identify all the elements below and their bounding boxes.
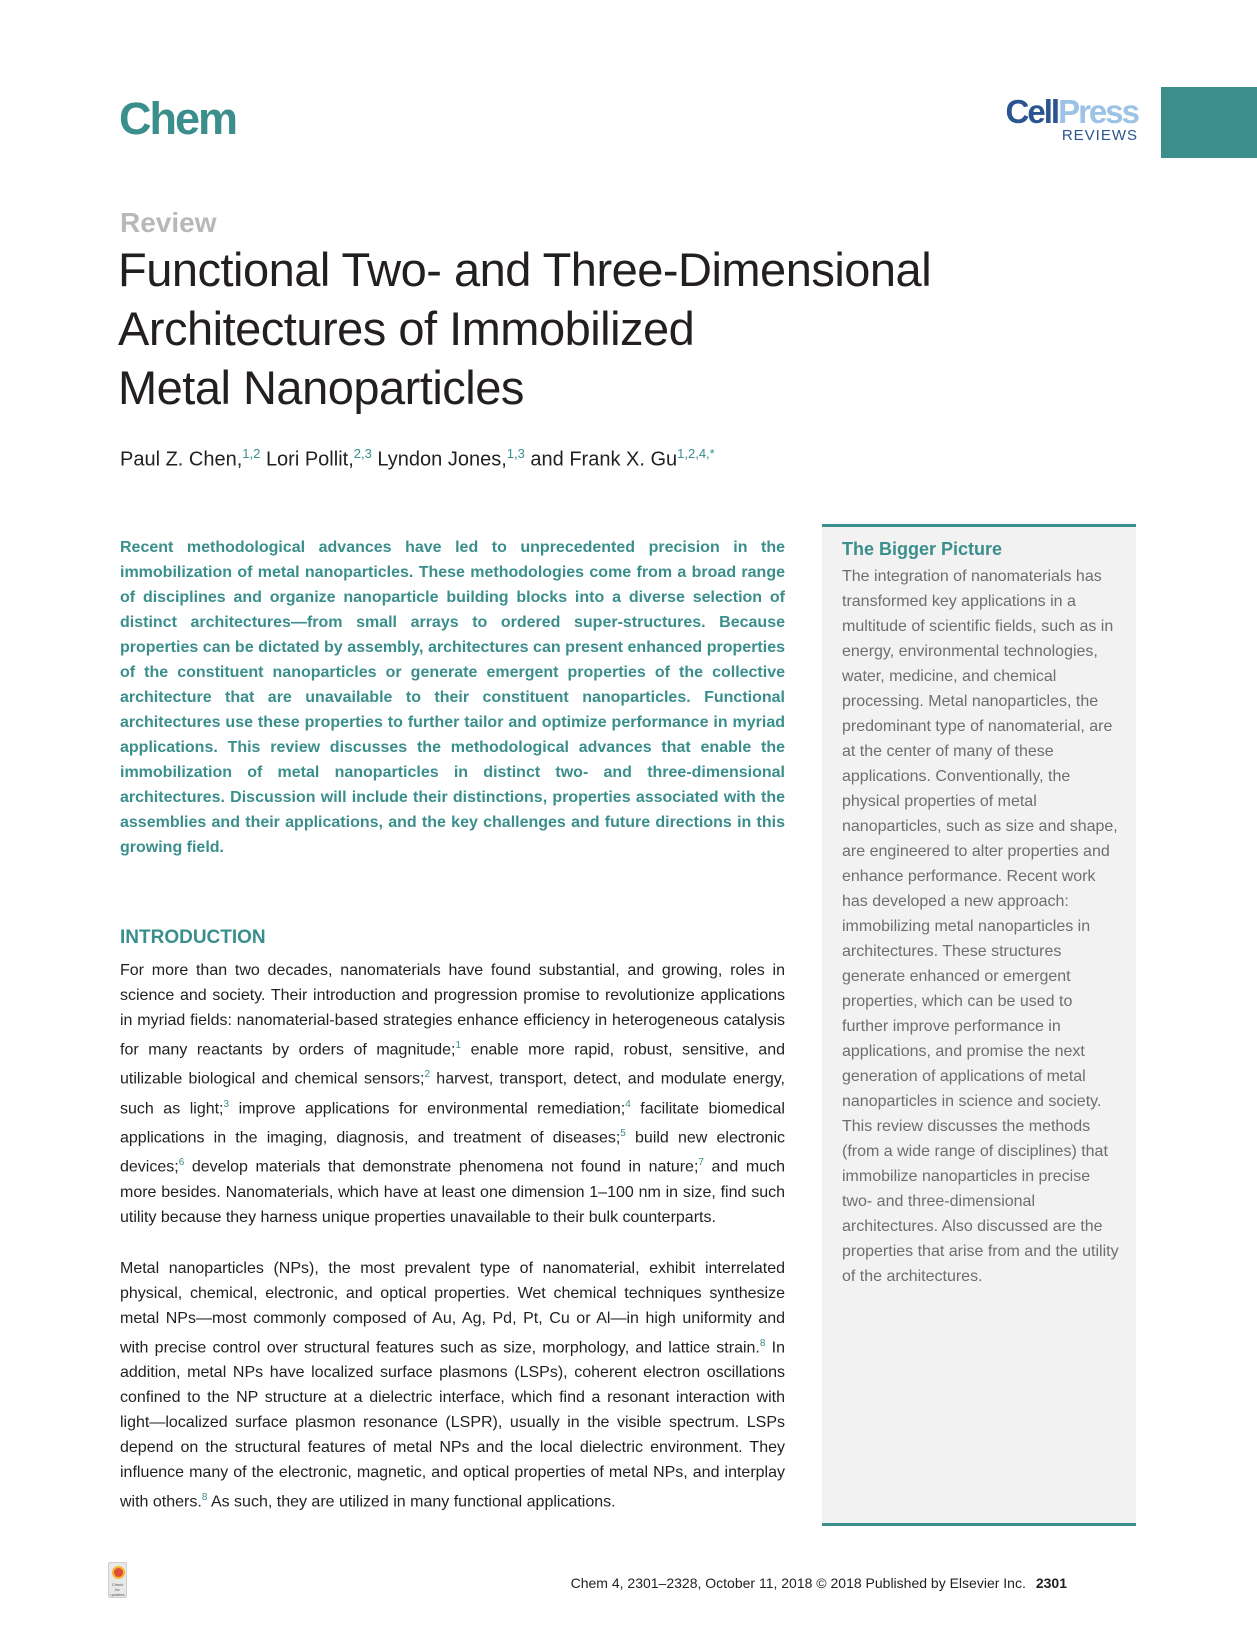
text-run: facilitate biomedical applications in the imaging, diagnosis, and treatment of diseases; [120,1099,785,1147]
article-title [118,240,1068,417]
journal-logo: Chem [119,93,237,144]
author-name: Lyndon Jones, [377,448,507,471]
text-run: In addition, metal NPs have localized surface plasmons (LSPs), coherent electron oscillations confined to the NP structure at a dielectric interface, which find a resonant interaction with light—localized surface plasmon resonance (LSPR), usually in the visible spectrum. LSPs depend on the structural features of metal NPs and the local dielectric environment. They influence many of the electronic, magnetic, and optical properties of metal NPs, and interplay with others. [120,1339,785,1511]
author-affiliation[interactable]: 1,2,4,* [677,446,715,461]
title-line: Functional Two- and Three-Dimensional [118,243,932,296]
text-run: develop materials that demonstrate phenomena not found in nature; [184,1158,699,1176]
author-affiliation[interactable]: 1,2 [242,446,261,461]
text-run: build new electronic devices; [120,1129,786,1176]
author-list [120,446,715,472]
publisher-sub: REVIEWS [1061,127,1138,144]
publisher-brand-cell: Cell [1005,93,1059,130]
title-line: Metal Nanoparticles [118,361,524,414]
publisher-brand-press: Press [1058,93,1138,130]
accent-tab [1161,87,1257,158]
text-run: Metal nanoparticles (NPs), the most prevalent type of nanomaterial, exhibit interrelated physical, chemical, electronic, and optical properties. Wet chemical techniques synthesize metal NPs—most commonly composed of Au, Ag, Pd, Pt, Cu or Al—in high uniformity and with precise control over structural features such as size, morphology, and lattice strain. [120,1260,785,1357]
text-run: improve applications for environmental remediation; [229,1099,626,1117]
citation-ref[interactable]: 2 [424,1069,431,1081]
author-name: and Frank X. Gu [530,448,678,471]
badge-label: Check for updates [110,1582,125,1597]
citation-ref[interactable]: 8 [759,1338,766,1349]
author-affiliation[interactable]: 2,3 [353,446,372,461]
bigger-picture-panel [822,524,1136,1526]
page-footer [330,1575,1067,1591]
section-heading-introduction: INTRODUCTION [120,927,266,948]
citation-ref[interactable]: 7 [698,1157,704,1169]
text-run: For more than two decades, nanomaterials have found substantial, and growing, roles in science and society. Their introduction and progression promise to revolutionize applications in myriad fields: nanomaterial-based strategies enhance efficiency in heterogeneous catalysis for many reactants by orders of magnitude; [120,962,785,1059]
text-run: harvest, transport, detect, and modulate energy, such as light; [120,1070,786,1117]
author-affiliation[interactable]: 1,3 [506,446,525,461]
citation-ref[interactable]: 3 [223,1098,230,1110]
bigger-picture-title: The Bigger Picture [842,539,1003,559]
intro-paragraph-1 [120,958,785,1230]
citation-ref[interactable]: 5 [620,1127,626,1139]
author-name: Lori Pollit, [265,448,354,471]
citation-ref[interactable]: 6 [178,1157,185,1169]
page-number: 2301 [1035,1575,1067,1591]
check-for-updates-badge[interactable] [108,1562,127,1598]
bigger-picture-text: The integration of nanomaterials has transformed key applications in a multitude of scientific fields, such as in energy, environmental technologies, water, medicine, and chemical processing. Metal nanoparticles, the predominant type of nanomaterial, are at the center of many of these applications. Conventionally, the physical properties of metal nanoparticles, such as size and shape, are engineered to alter properties and enhance performance. Recent work has developed a new approach: immobilizing metal nanoparticles in architectures. These structures generate enhanced or emergent properties, which can be used to further improve performance in applications, and promise the next generation of applications of metal nanoparticles in science and society. This review discusses the methods (from a wide range of disciplines) that immobilize nanoparticles in precise two- and three-dimensional architectures. Also discussed are the properties that arise from and the utility of the architectures. [842,568,1119,1285]
citation-ref[interactable]: 1 [455,1040,462,1051]
text-run: and much more besides. Nanomaterials, which have at least one dimension 1–100 nm in size, find such utility because they harness unique properties unavailable to their bulk counterparts. [120,1158,785,1226]
intro-paragraph-2 [120,1256,785,1515]
publisher-logo [988,95,1138,143]
text-run: enable more rapid, robust, sensitive, and utilizable biological and chemical sensors; [120,1041,785,1088]
author-name: Paul Z. Chen, [120,448,243,471]
text-run: As such, they are utilized in many functional applications. [207,1493,616,1511]
citation-ref[interactable]: 4 [625,1098,631,1110]
citation-ref[interactable]: 8 [201,1492,208,1504]
title-line: Architectures of Immobilized [118,302,695,355]
crossmark-icon [112,1566,125,1579]
citation-line: Chem 4, 2301–2328, October 11, 2018 © 2018 Published by Elsevier Inc. [570,1575,1026,1591]
abstract: Recent methodological advances have led to unprecedented precision in the immobilization of metal nanoparticles. These methodologies come from a broad range of disciplines and organize nanoparticle building blocks into a diverse selection of distinct architectures—from small arrays to ordered super-structures. Because properties can be dictated by assembly, architectures can present enhanced properties of the constituent nanoparticles or generate emergent properties of the collective architecture that are unavailable to their constituent nanoparticles. Functional architectures use these properties to further tailor and optimize performance in myriad applications. This review discusses the methodological advances that enable the immobilization of metal nanoparticles in distinct two- and three-dimensional architectures. Discussion will include their distinctions, properties associated with the assemblies and their applications, and the key challenges and future directions in this growing field. [120,539,785,856]
article-type: Review [120,207,217,238]
